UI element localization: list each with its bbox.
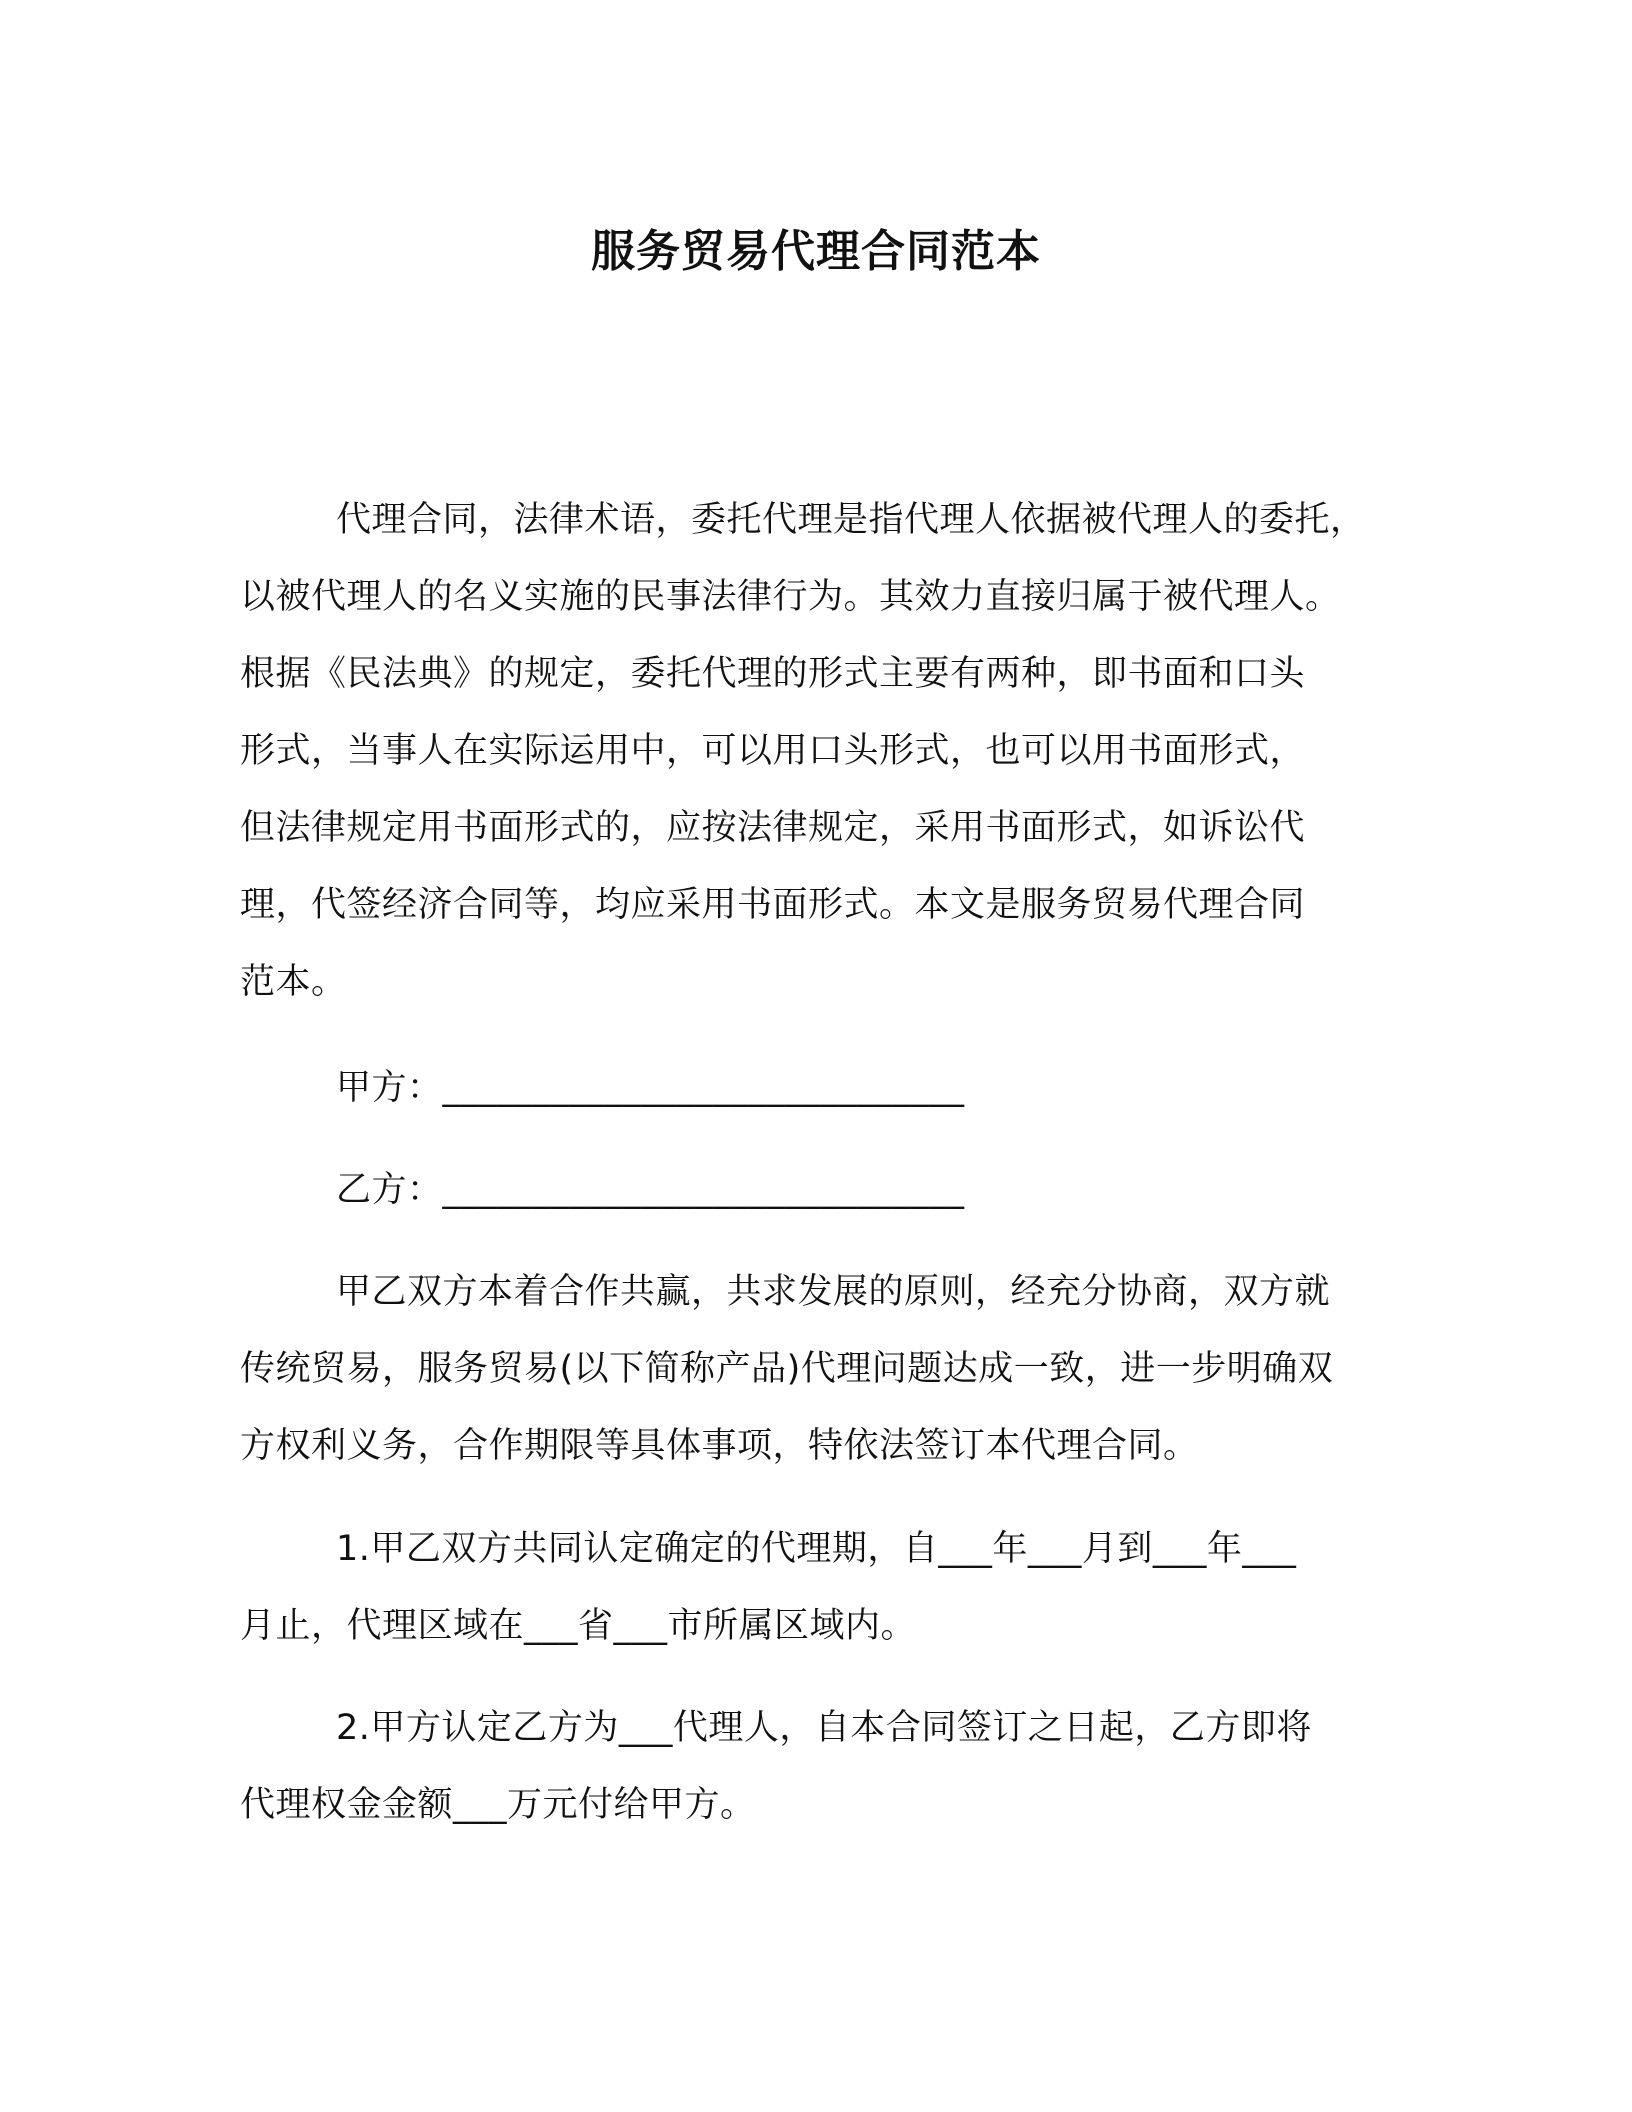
- party-a-field: 甲方：_____________________________: [336, 1068, 965, 1108]
- clause-2-line: 2.甲方认定乙方为___代理人，自本合同签订之日起，乙方即将: [336, 1708, 1312, 1748]
- intro-line: 形式，当事人在实际运用中，可以用口头形式，也可以用书面形式，: [240, 731, 1306, 771]
- preamble-line: 传统贸易，服务贸易(以下简称产品)代理问题达成一致，进一步明确双: [240, 1349, 1334, 1389]
- preamble-line: 甲乙双方本着合作共赢，共求发展的原则，经充分协商，双方就: [336, 1272, 1331, 1312]
- intro-line: 代理合同，法律术语，委托代理是指代理人依据被代理人的委托，: [336, 500, 1366, 540]
- intro-line: 以被代理人的名义实施的民事法律行为。其效力直接归属于被代理人。: [240, 577, 1341, 617]
- intro-line: 但法律规定用书面形式的，应按法律规定，采用书面形式，如诉讼代: [240, 808, 1306, 848]
- document-title: 服务贸易代理合同范本: [591, 226, 1041, 277]
- party-b-field: 乙方：_____________________________: [336, 1170, 965, 1210]
- preamble-line: 方权利义务，合作期限等具体事项，特依法签订本代理合同。: [240, 1426, 1199, 1466]
- intro-line: 范本。: [240, 962, 347, 1002]
- intro-line: 根据《民法典》的规定，委托代理的形式主要有两种，即书面和口头: [240, 654, 1306, 694]
- clause-2-line: 代理权金金额___万元付给甲方。: [240, 1785, 756, 1825]
- intro-line: 理，代签经济合同等，均应采用书面形式。本文是服务贸易代理合同: [240, 885, 1306, 925]
- clause-1-line: 月止，代理区域在___省___市所属区域内。: [240, 1606, 917, 1646]
- clause-1-line: 1.甲乙双方共同认定确定的代理期，自___年___月到___年___: [336, 1529, 1297, 1569]
